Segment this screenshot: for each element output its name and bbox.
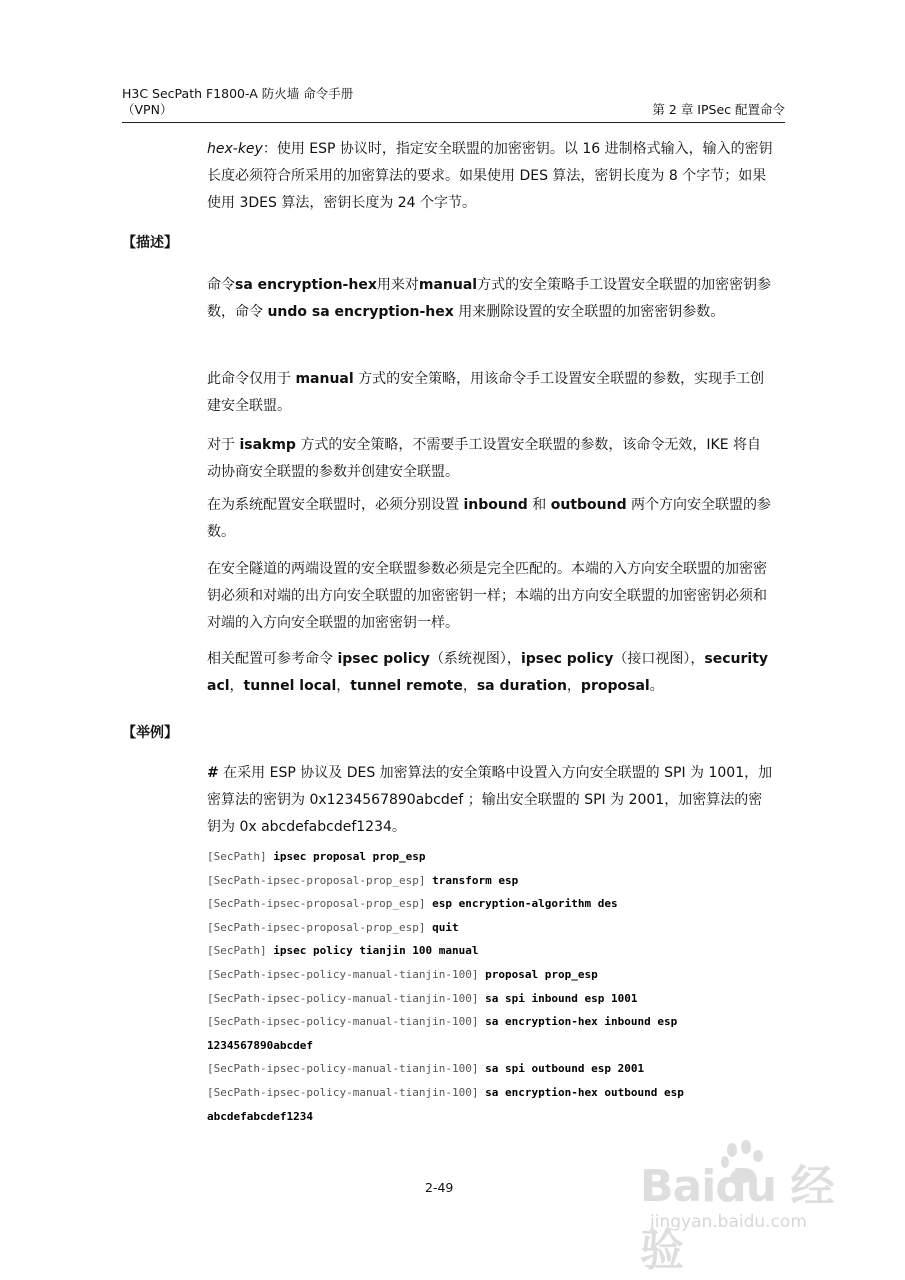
code-line: [SecPath-ipsec-policy-manual-tianjin-100] sa spi inbound esp 1001: [207, 991, 638, 1005]
desc-paragraph-2: 此命令仅用于 manual 方式的安全策略，用该命令手工设置安全联盟的参数，实现手工创建安全联盟。: [207, 371, 765, 414]
code-line: [SecPath-ipsec-policy-manual-tianjin-100] sa encryption-hex outbound esp: [207, 1085, 684, 1099]
code-line: [SecPath-ipsec-proposal-prop_esp] transform esp: [207, 873, 519, 887]
code-line: [SecPath] ipsec policy tianjin 100 manual: [207, 944, 479, 958]
param-name: hex-key: [207, 141, 263, 157]
baidu-watermark: [640, 1140, 860, 1276]
header-subtitle: （VPN）: [122, 102, 173, 117]
desc-paragraph-4: 在为系统配置安全联盟时，必须分别设置 inbound 和 outbound 两个方向安全联盟的参数。: [207, 497, 772, 540]
page-number: 2-49: [425, 1180, 454, 1195]
header-divider: [122, 122, 785, 123]
param-text: ：使用 ESP 协议时，指定安全联盟的加密密钥。以 16 进制格式输入，输入的密钥长度必须符合所采用的加密算法的要求。如果使用 DES 算法，密钥长度为 8 个字节；如果使用 3DES 算法，密钥长度为 24 个字节。: [207, 141, 773, 211]
desc-paragraph-6: 相关配置可参考命令 ipsec policy（系统视图），ipsec policy（接口视图），security acl，tunnel local，tunnel remote，sa duration，proposal。: [207, 651, 769, 694]
watermark-logo: Baidu 经验: [640, 1161, 834, 1276]
header-chapter: 第 2 章 IPSec 配置命令: [652, 102, 785, 117]
page-header: [122, 86, 785, 118]
description-heading: 【描述】: [122, 235, 178, 251]
code-line: [SecPath-ipsec-policy-manual-tianjin-100] sa spi outbound esp 2001: [207, 1062, 645, 1076]
code-line: [SecPath] ipsec proposal prop_esp: [207, 850, 426, 863]
watermark-url: jingyan.baidu.com: [650, 1212, 807, 1232]
example-intro: # 在采用 ESP 协议及 DES 加密算法的安全策略中设置入方向安全联盟的 SPI 为 1001，加密算法的密钥为 0x1234567890abcdef ；输出安全联盟的 SPI 为 2001，加密算法的密钥为 0x abcdefabcdef1234。: [207, 765, 773, 835]
example-heading: 【举例】: [122, 725, 178, 741]
desc-paragraph-3: 对于 isakmp 方式的安全策略，不需要手工设置安全联盟的参数，该命令无效，IKE 将自动协商安全联盟的参数并创建安全联盟。: [207, 437, 762, 480]
code-line: [SecPath-ipsec-proposal-prop_esp] esp encryption-algorithm des: [207, 897, 618, 911]
param-hex-key: [207, 136, 774, 217]
code-line: [SecPath-ipsec-proposal-prop_esp] quit: [207, 920, 459, 934]
desc-paragraph-5: 在安全隧道的两端设置的安全联盟参数必须是完全匹配的。本端的入方向安全联盟的加密密钥必须和对端的出方向安全联盟的加密密钥一样；本端的出方向安全联盟的加密密钥必须和对端的入方向安全联盟的加密密钥一样。: [207, 561, 767, 631]
code-line: 1234567890abcdef: [207, 1038, 313, 1052]
desc-paragraph-1: 命令sa encryption-hex用来对manual方式的安全策略手工设置安全联盟的加密密钥参数，命令 undo sa encryption-hex 用来删除设置的安全联盟的加密密钥参数。: [207, 277, 772, 320]
code-line: [SecPath-ipsec-policy-manual-tianjin-100] sa encryption-hex inbound esp: [207, 1015, 678, 1029]
code-block: [207, 845, 787, 1128]
code-line: abcdefabcdef1234: [207, 1109, 313, 1123]
code-line: [SecPath-ipsec-policy-manual-tianjin-100] proposal prop_esp: [207, 967, 598, 981]
header-title: H3C SecPath F1800-A 防火墙 命令手册: [122, 86, 354, 101]
